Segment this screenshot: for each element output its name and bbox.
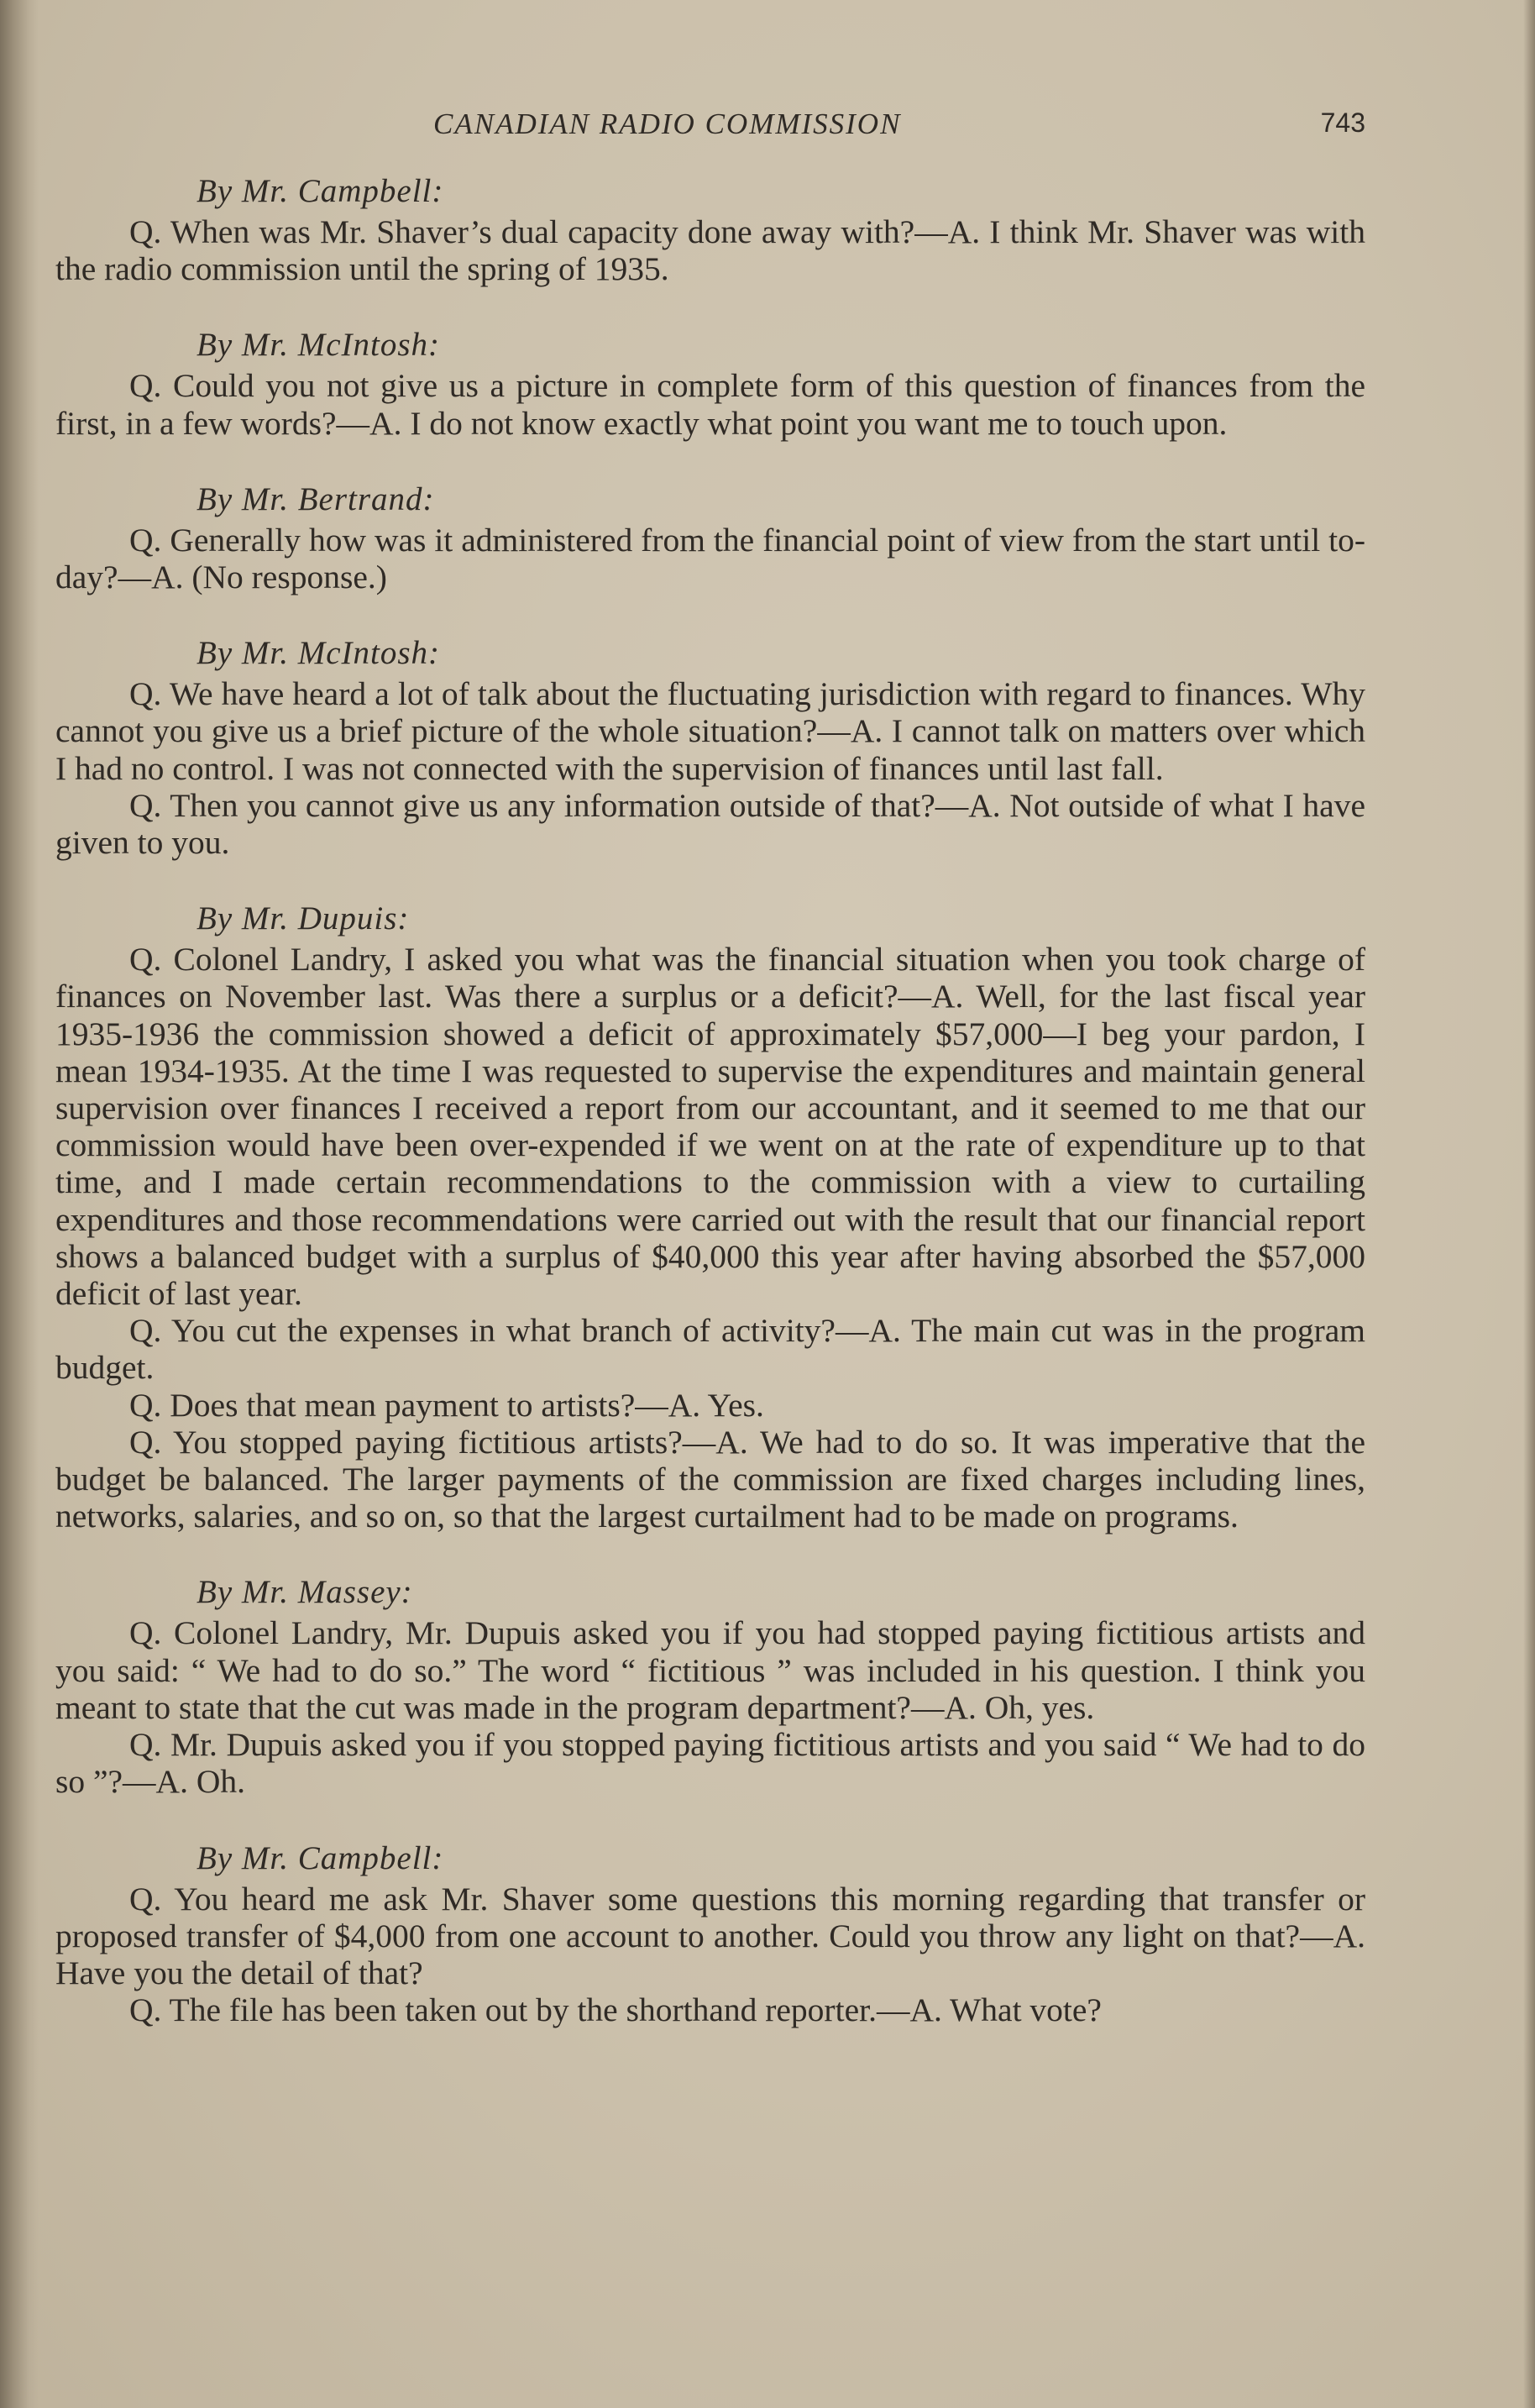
question-answer-paragraph: Q. You stopped paying fictitious artists?—A. We had to do so. It was imperative that the budget be balanced. The larger payments of the commission are fixed charges including lines, networks, salaries, and so on, so that the largest curtailment had to be made on programs. [55, 1423, 1365, 1535]
page-number: 743 [1320, 108, 1365, 138]
question-answer-paragraph: Q. You heard me ask Mr. Shaver some questions this morning regarding that transfer or proposed transfer of $4,000 from one account to another. Could you throw any light on that?—A. Have you the detail of that? [55, 1880, 1365, 1991]
speaker-heading: By Mr. McIntosh: [196, 327, 441, 364]
question-answer-paragraph: Q. The file has been taken out by the shorthand reporter.—A. What vote? [129, 1991, 1102, 2029]
question-answer-paragraph: Q. Then you cannot give us any information outside of that?—A. Not outside of what I have given to you. [55, 786, 1365, 862]
speaker-heading: By Mr. Campbell: [196, 173, 444, 209]
question-answer-paragraph: Q. Could you not give us a picture in complete form of this question of finances from the first, in a few words?—A. I do not know exactly what point you want me to touch upon. [55, 367, 1365, 442]
speaker-heading: By Mr. Bertrand: [196, 480, 435, 517]
page-binding-edge [0, 0, 39, 2408]
running-head: CANADIAN RADIO COMMISSION [433, 108, 902, 140]
speaker-heading: By Mr. McIntosh: [196, 635, 441, 672]
page-right-edge [1523, 0, 1535, 2408]
question-answer-paragraph: Q. We have heard a lot of talk about the fluctuating jurisdiction with regard to finances. Why cannot you give us a brief picture of the whole situation?—A. I cannot talk on matters over which I had no control. I was not connected with the supervision of finances until last fall. [55, 675, 1365, 787]
transcript-body [55, 173, 1365, 2028]
speaker-heading: By Mr. Massey: [196, 1574, 413, 1611]
exchange-section [55, 173, 1365, 287]
exchange-section [55, 1574, 1365, 1800]
question-answer-paragraph: Q. Colonel Landry, I asked you what was the financial situation when you took charge of finances on November last. Was there a surplus or a deficit?—A. Well, for the last fiscal year 1935-1936 the commission showed a deficit of approximately $57,000—I beg your pardon, I mean 1934-1935. At the time I was requested to supervise the expenditures and maintain general supervision over finances I received a report from our accountant, and it seemed to me that our commission would have been over-expended if we went on at the rate of expenditure up to that time, and I made certain recommendations to the commission with a view to curtailing expenditures and those recommendations were carried out with the result that our financial report shows a balanced budget with a surplus of $40,000 this year after having absorbed the $57,000 deficit of last year. [55, 941, 1365, 1313]
page-header [55, 108, 1365, 150]
question-answer-paragraph: Q. Generally how was it administered from the financial point of view from the start until to-day?—A. (No response.) [55, 521, 1365, 596]
exchange-section [55, 481, 1365, 595]
question-answer-paragraph: Q. Mr. Dupuis asked you if you stopped paying fictitious artists and you said “ We had to do so ”?—A. Oh. [55, 1726, 1365, 1801]
exchange-section [55, 327, 1365, 441]
exchange-section [55, 1840, 1365, 2029]
question-answer-paragraph: Q. Does that mean payment to artists?—A. Yes. [129, 1386, 764, 1424]
question-answer-paragraph: Q. Colonel Landry, Mr. Dupuis asked you if you had stopped paying fictitious artists and you said: “ We had to do so.” The word “ fictitious ” was included in his question. I think you meant to state that the cut was made in the program department?—A. Oh, yes. [55, 1614, 1365, 1726]
exchange-section [55, 635, 1365, 861]
speaker-heading: By Mr. Dupuis: [196, 900, 410, 937]
question-answer-paragraph: Q. When was Mr. Shaver’s dual capacity done away with?—A. I think Mr. Shaver was with the radio commission until the spring of 1935. [55, 213, 1365, 288]
question-answer-paragraph: Q. You cut the expenses in what branch of activity?—A. The main cut was in the program budget. [55, 1312, 1365, 1387]
exchange-section [55, 900, 1365, 1535]
speaker-heading: By Mr. Campbell: [196, 1839, 444, 1876]
